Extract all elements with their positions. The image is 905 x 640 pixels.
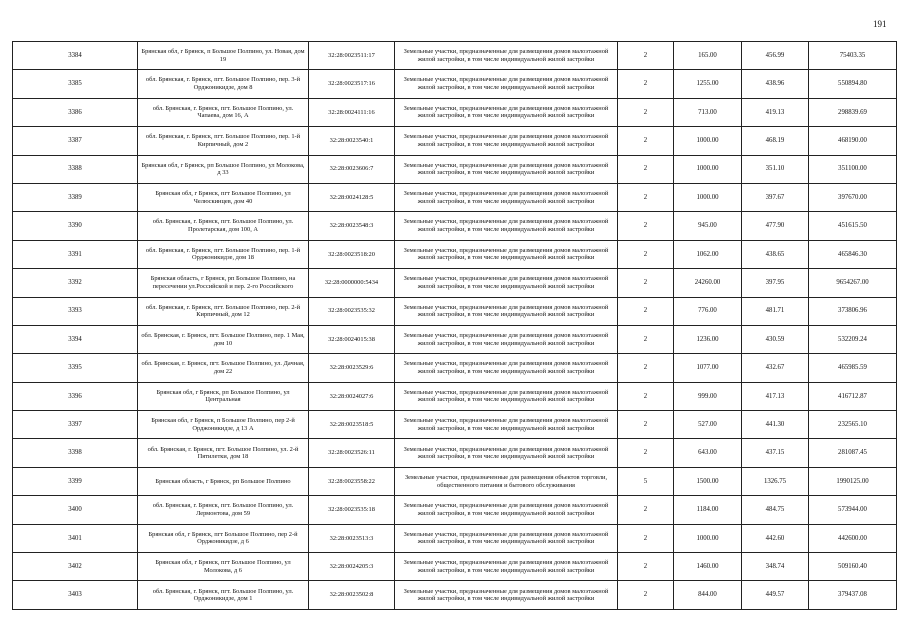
row-group: 2 <box>618 98 674 126</box>
row-address: обл. Брянская, г. Брянск, пгт. Большое Полпино, пер. 2-й Кирпичный, дом 12 <box>138 297 309 325</box>
row-specific-value: 419.13 <box>742 98 809 126</box>
row-address: Брянская обл, г Брянск, п Большое Полпино, пер 2-й Орджоникидзе, д 13 А <box>138 411 309 439</box>
row-specific-value: 441.30 <box>742 411 809 439</box>
row-group: 2 <box>618 70 674 98</box>
row-specific-value: 442.60 <box>742 524 809 552</box>
row-specific-value: 432.67 <box>742 354 809 382</box>
row-cadastral-number: 32:28:0023517:16 <box>309 70 395 98</box>
row-specific-value: 481.71 <box>742 297 809 325</box>
row-area: 1000.00 <box>674 524 742 552</box>
row-area: 1184.00 <box>674 496 742 524</box>
row-specific-value: 484.75 <box>742 496 809 524</box>
row-number: 3388 <box>13 155 138 183</box>
row-group: 2 <box>618 183 674 211</box>
row-address: обл. Брянская, г. Брянск, пгт. Большое Полпино, пер. 1 Мая, дом 10 <box>138 325 309 353</box>
table-row <box>13 98 897 126</box>
row-land-use: Земельные участки, предназначенные для размещения домов малоэтажной жилой застройки, в том числе индивидуальной жилой застройки <box>395 553 618 581</box>
row-cadastral-number: 32:28:0023535:32 <box>309 297 395 325</box>
row-specific-value: 456.99 <box>742 42 809 70</box>
row-land-use: Земельные участки, предназначенные для размещения домов малоэтажной жилой застройки, в том числе индивидуальной жилой застройки <box>395 297 618 325</box>
row-cadastral-value: 416712.87 <box>809 382 897 410</box>
row-cadastral-number: 32:28:0023513:3 <box>309 524 395 552</box>
row-area: 1236.00 <box>674 325 742 353</box>
row-number: 3385 <box>13 70 138 98</box>
table-body <box>13 42 897 610</box>
row-address: обл. Брянская, г. Брянск, пгт. Большое Полпино, ул. Дачная, дом 22 <box>138 354 309 382</box>
row-cadastral-number: 32:28:0024111:16 <box>309 98 395 126</box>
row-group: 2 <box>618 212 674 240</box>
row-number: 3394 <box>13 325 138 353</box>
row-land-use: Земельные участки, предназначенные для размещения домов малоэтажной жилой застройки, в том числе индивидуальной жилой застройки <box>395 240 618 268</box>
row-cadastral-number: 32:28:0024205:3 <box>309 553 395 581</box>
row-land-use: Земельные участки, предназначенные для размещения домов малоэтажной жилой застройки, в том числе индивидуальной жилой застройки <box>395 354 618 382</box>
row-group: 2 <box>618 496 674 524</box>
row-specific-value: 348.74 <box>742 553 809 581</box>
table-row <box>13 240 897 268</box>
row-area: 1000.00 <box>674 127 742 155</box>
row-number: 3391 <box>13 240 138 268</box>
row-cadastral-number: 32:28:0024015:38 <box>309 325 395 353</box>
row-address: обл. Брянская, г. Брянск, пгт. Большое Полпино, пер. 1-й Орджоникидзе, дом 18 <box>138 240 309 268</box>
row-cadastral-value: 509160.40 <box>809 553 897 581</box>
row-cadastral-value: 442600.00 <box>809 524 897 552</box>
row-land-use: Земельные участки, предназначенные для размещения домов малоэтажной жилой застройки, в том числе индивидуальной жилой застройки <box>395 382 618 410</box>
row-specific-value: 397.95 <box>742 269 809 297</box>
row-address: обл. Брянская, г. Брянск, пгт. Большое Полпино, ул. Орджоникидзе, дом 1 <box>138 581 309 609</box>
row-cadastral-value: 298839.69 <box>809 98 897 126</box>
row-group: 2 <box>618 297 674 325</box>
row-cadastral-number: 32:28:0024027:6 <box>309 382 395 410</box>
row-area: 945.00 <box>674 212 742 240</box>
row-address: Брянская обл, г Брянск, пгт Большое Полпино, ул Молокова, д 6 <box>138 553 309 581</box>
row-cadastral-value: 281087.45 <box>809 439 897 467</box>
row-land-use: Земельные участки, предназначенные для размещения домов малоэтажной жилой застройки, в том числе индивидуальной жилой застройки <box>395 183 618 211</box>
row-number: 3397 <box>13 411 138 439</box>
table-row <box>13 553 897 581</box>
table-row <box>13 325 897 353</box>
row-address: обл. Брянская, г. Брянск, пгт. Большое Полпино, пер. 3-й Орджоникидзе, дом 8 <box>138 70 309 98</box>
row-address: обл. Брянская, г. Брянск, пгт. Большое Полпино, ул. Пролетарская, дом 100, А <box>138 212 309 240</box>
cadastral-value-table <box>12 41 897 610</box>
row-number: 3390 <box>13 212 138 240</box>
row-area: 844.00 <box>674 581 742 609</box>
row-group: 2 <box>618 581 674 609</box>
table-row <box>13 467 897 495</box>
row-cadastral-value: 465846.30 <box>809 240 897 268</box>
row-cadastral-value: 351100.00 <box>809 155 897 183</box>
row-number: 3389 <box>13 183 138 211</box>
row-cadastral-value: 373806.96 <box>809 297 897 325</box>
row-specific-value: 430.59 <box>742 325 809 353</box>
row-specific-value: 438.96 <box>742 70 809 98</box>
row-group: 2 <box>618 42 674 70</box>
row-address: обл. Брянская, г. Брянск, пгт. Большое Полпино, пер. 1-й Кирпичный, дом 2 <box>138 127 309 155</box>
row-area: 1000.00 <box>674 155 742 183</box>
row-group: 2 <box>618 354 674 382</box>
row-area: 1077.00 <box>674 354 742 382</box>
row-group: 2 <box>618 439 674 467</box>
row-number: 3401 <box>13 524 138 552</box>
row-land-use: Земельные участки, предназначенные для размещения домов малоэтажной жилой застройки, в том числе индивидуальной жилой застройки <box>395 155 618 183</box>
table-row <box>13 524 897 552</box>
row-number: 3402 <box>13 553 138 581</box>
row-group: 5 <box>618 467 674 495</box>
row-cadastral-value: 75403.35 <box>809 42 897 70</box>
row-cadastral-value: 1990125.00 <box>809 467 897 495</box>
row-cadastral-value: 397670.00 <box>809 183 897 211</box>
row-cadastral-number: 32:28:0023558:22 <box>309 467 395 495</box>
table-row <box>13 127 897 155</box>
row-cadastral-number: 32:28:0023606:7 <box>309 155 395 183</box>
row-address: Брянская обл, г Брянск, рп Большое Полпино, ул Молокова, д 33 <box>138 155 309 183</box>
row-group: 2 <box>618 325 674 353</box>
row-number: 3392 <box>13 269 138 297</box>
table-row <box>13 581 897 609</box>
row-cadastral-number: 32:28:0000000:5434 <box>309 269 395 297</box>
table-row <box>13 183 897 211</box>
row-address: Брянская обл, г Брянск, пгт Большое Полпино, ул Челюскинцев, дом 40 <box>138 183 309 211</box>
table-row <box>13 496 897 524</box>
row-land-use: Земельные участки, предназначенные для размещения домов малоэтажной жилой застройки, в том числе индивидуальной жилой застройки <box>395 325 618 353</box>
row-specific-value: 397.67 <box>742 183 809 211</box>
row-cadastral-value: 573944.00 <box>809 496 897 524</box>
row-specific-value: 477.90 <box>742 212 809 240</box>
row-cadastral-value: 232565.10 <box>809 411 897 439</box>
row-land-use: Земельные участки, предназначенные для размещения домов малоэтажной жилой застройки, в том числе индивидуальной жилой застройки <box>395 581 618 609</box>
table-row <box>13 269 897 297</box>
row-area: 1460.00 <box>674 553 742 581</box>
row-specific-value: 449.57 <box>742 581 809 609</box>
table-row <box>13 411 897 439</box>
row-land-use: Земельные участки, предназначенные для размещения домов малоэтажной жилой застройки, в том числе индивидуальной жилой застройки <box>395 269 618 297</box>
row-cadastral-value: 9654267.00 <box>809 269 897 297</box>
row-group: 2 <box>618 553 674 581</box>
row-number: 3403 <box>13 581 138 609</box>
row-specific-value: 438.65 <box>742 240 809 268</box>
row-cadastral-number: 32:28:0023511:17 <box>309 42 395 70</box>
table-row <box>13 155 897 183</box>
page-number: 191 <box>873 19 887 29</box>
table-row <box>13 212 897 240</box>
row-cadastral-number: 32:28:0023518:5 <box>309 411 395 439</box>
table-row <box>13 42 897 70</box>
row-number: 3399 <box>13 467 138 495</box>
row-group: 2 <box>618 411 674 439</box>
row-cadastral-number: 32:28:0023526:11 <box>309 439 395 467</box>
row-area: 1500.00 <box>674 467 742 495</box>
row-area: 713.00 <box>674 98 742 126</box>
row-cadastral-value: 468190.00 <box>809 127 897 155</box>
row-specific-value: 437.15 <box>742 439 809 467</box>
row-land-use: Земельные участки, предназначенные для размещения домов малоэтажной жилой застройки, в том числе индивидуальной жилой застройки <box>395 98 618 126</box>
row-cadastral-number: 32:28:0023535:18 <box>309 496 395 524</box>
row-address: Брянская область, г Брянск, рп Большое Полпино <box>138 467 309 495</box>
row-address: Брянская обл, г Брянск, пгт Большое Полпино, пер 2-й Орджоникидзе, д 6 <box>138 524 309 552</box>
row-address: Брянская обл, г Брянск, п Большое Полпино, ул. Новая, дом 19 <box>138 42 309 70</box>
row-group: 2 <box>618 524 674 552</box>
row-area: 1062.00 <box>674 240 742 268</box>
row-cadastral-value: 550894.80 <box>809 70 897 98</box>
row-address: обл. Брянская, г. Брянск, пгт. Большое Полпино, ул. Лермонтова, дом 59 <box>138 496 309 524</box>
table-row <box>13 382 897 410</box>
row-cadastral-number: 32:28:0023540:1 <box>309 127 395 155</box>
row-address: обл. Брянская, г. Брянск, пгт. Большое Полпино, ул. Чапаева, дом 16, А <box>138 98 309 126</box>
row-cadastral-number: 32:28:0023518:20 <box>309 240 395 268</box>
row-land-use: Земельные участки, предназначенные для размещения объектов торговли, общественного питания и бытового обслуживания <box>395 467 618 495</box>
row-number: 3398 <box>13 439 138 467</box>
row-cadastral-number: 32:28:0024128:5 <box>309 183 395 211</box>
row-area: 776.00 <box>674 297 742 325</box>
table-row <box>13 439 897 467</box>
row-area: 527.00 <box>674 411 742 439</box>
row-area: 24260.00 <box>674 269 742 297</box>
row-cadastral-value: 379437.08 <box>809 581 897 609</box>
row-group: 2 <box>618 155 674 183</box>
row-area: 999.00 <box>674 382 742 410</box>
row-number: 3384 <box>13 42 138 70</box>
row-land-use: Земельные участки, предназначенные для размещения домов малоэтажной жилой застройки, в том числе индивидуальной жилой застройки <box>395 411 618 439</box>
table-row <box>13 297 897 325</box>
row-specific-value: 468.19 <box>742 127 809 155</box>
row-number: 3393 <box>13 297 138 325</box>
row-cadastral-value: 465985.59 <box>809 354 897 382</box>
row-land-use: Земельные участки, предназначенные для размещения домов малоэтажной жилой застройки, в том числе индивидуальной жилой застройки <box>395 42 618 70</box>
row-land-use: Земельные участки, предназначенные для размещения домов малоэтажной жилой застройки, в том числе индивидуальной жилой застройки <box>395 70 618 98</box>
row-group: 2 <box>618 240 674 268</box>
row-specific-value: 351.10 <box>742 155 809 183</box>
row-land-use: Земельные участки, предназначенные для размещения домов малоэтажной жилой застройки, в том числе индивидуальной жилой застройки <box>395 496 618 524</box>
row-cadastral-value: 532209.24 <box>809 325 897 353</box>
row-group: 2 <box>618 127 674 155</box>
table-row <box>13 354 897 382</box>
row-group: 2 <box>618 382 674 410</box>
table-row <box>13 70 897 98</box>
row-number: 3396 <box>13 382 138 410</box>
row-cadastral-number: 32:28:0023502:8 <box>309 581 395 609</box>
row-number: 3400 <box>13 496 138 524</box>
row-cadastral-value: 451615.50 <box>809 212 897 240</box>
row-area: 165.00 <box>674 42 742 70</box>
row-address: обл. Брянская, г. Брянск, пгт. Большое Полпино, ул. 2-й Пятилетки, дом 18 <box>138 439 309 467</box>
row-address: Брянская область, г Брянск, рп Большое Полпино, на пересечении ул.Российской и пер. 2-го Российского <box>138 269 309 297</box>
row-land-use: Земельные участки, предназначенные для размещения домов малоэтажной жилой застройки, в том числе индивидуальной жилой застройки <box>395 439 618 467</box>
row-address: Брянская обл, г Брянск, рп Большое Полпино, ул Центральная <box>138 382 309 410</box>
row-cadastral-number: 32:28:0023548:3 <box>309 212 395 240</box>
row-area: 1255.00 <box>674 70 742 98</box>
row-area: 643.00 <box>674 439 742 467</box>
row-group: 2 <box>618 269 674 297</box>
row-land-use: Земельные участки, предназначенные для размещения домов малоэтажной жилой застройки, в том числе индивидуальной жилой застройки <box>395 212 618 240</box>
row-number: 3395 <box>13 354 138 382</box>
row-number: 3386 <box>13 98 138 126</box>
row-specific-value: 1326.75 <box>742 467 809 495</box>
row-number: 3387 <box>13 127 138 155</box>
row-land-use: Земельные участки, предназначенные для размещения домов малоэтажной жилой застройки, в том числе индивидуальной жилой застройки <box>395 524 618 552</box>
row-land-use: Земельные участки, предназначенные для размещения домов малоэтажной жилой застройки, в том числе индивидуальной жилой застройки <box>395 127 618 155</box>
row-cadastral-number: 32:28:0023529:6 <box>309 354 395 382</box>
row-area: 1000.00 <box>674 183 742 211</box>
row-specific-value: 417.13 <box>742 382 809 410</box>
